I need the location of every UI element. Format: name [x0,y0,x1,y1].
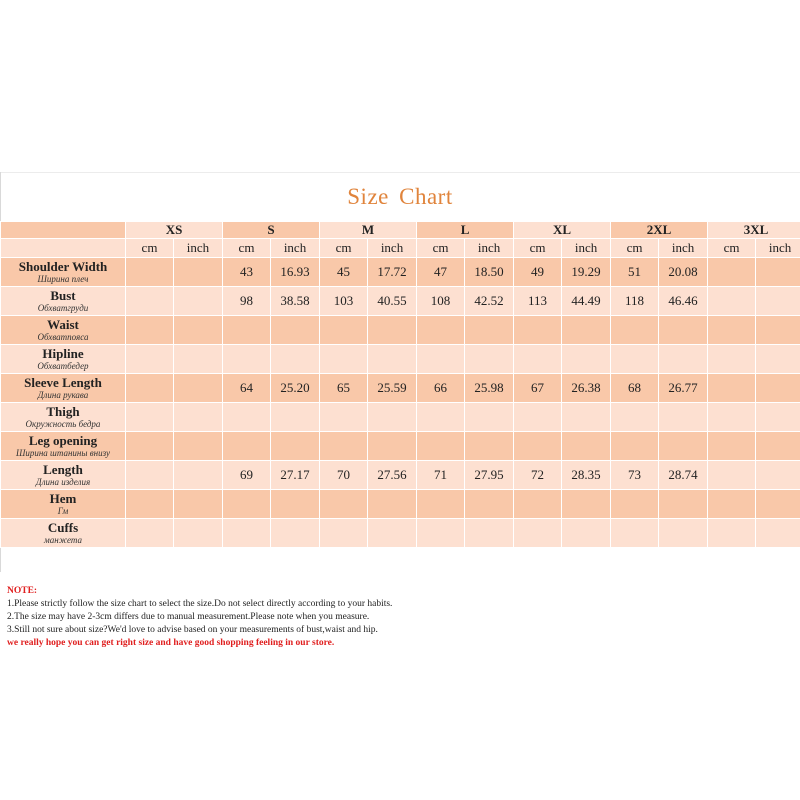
row-label-en: Thigh [46,403,80,419]
value-cell [126,461,174,490]
value-cell: 20.08 [659,258,708,287]
value-cell [368,316,417,345]
value-cell [368,432,417,461]
value-cell [223,345,271,374]
unit-s-inch: inch [271,239,320,258]
value-cell [271,345,320,374]
value-cell [320,490,368,519]
unit-s-cm: cm [223,239,271,258]
value-cell: 46.46 [659,287,708,316]
size-header-s: S [223,222,320,239]
value-cell [514,316,562,345]
value-cell [756,519,800,548]
value-cell: 103 [320,287,368,316]
unit-l-inch: inch [465,239,514,258]
row-label-ru: Длина изделия [35,476,91,487]
value-cell [611,345,659,374]
value-cell: 28.35 [562,461,611,490]
unit-corner-cell [1,239,126,258]
value-cell [465,345,514,374]
value-cell: 47 [417,258,465,287]
value-cell [126,287,174,316]
value-cell [465,432,514,461]
value-cell [611,432,659,461]
value-cell [562,345,611,374]
value-cell [708,432,756,461]
value-cell [708,490,756,519]
unit-2xl-cm: cm [611,239,659,258]
value-cell: 27.56 [368,461,417,490]
row-label-ru: Обхватгруди [37,302,89,313]
unit-xl-inch: inch [562,239,611,258]
unit-xl-cm: cm [514,239,562,258]
row-label [1,287,126,316]
table-row [1,490,800,519]
unit-3xl-cm: cm [708,239,756,258]
value-cell [368,490,417,519]
value-cell [174,258,223,287]
unit-xs-inch: inch [174,239,223,258]
value-cell: 64 [223,374,271,403]
unit-2xl-inch: inch [659,239,708,258]
unit-header-row [1,239,800,258]
value-cell: 28.74 [659,461,708,490]
value-cell: 25.20 [271,374,320,403]
value-cell [465,490,514,519]
value-cell [174,403,223,432]
row-label-ru: Ширина штанины внизу [15,447,111,458]
notes-section [7,585,797,650]
value-cell: 38.58 [271,287,320,316]
row-label-en: Shoulder Width [18,258,108,274]
value-cell: 73 [611,461,659,490]
value-cell [368,519,417,548]
value-cell [126,432,174,461]
value-cell: 19.29 [562,258,611,287]
value-cell [514,519,562,548]
value-cell [562,490,611,519]
value-cell [514,345,562,374]
value-cell [320,403,368,432]
chart-title: Size Chart [347,184,453,209]
value-cell: 18.50 [465,258,514,287]
top-divider [0,172,800,173]
row-label [1,258,126,287]
table-row [1,432,800,461]
row-label-ru: Окружность бедра [25,418,101,429]
table-row [1,519,800,548]
note-line-3: 3.Still not sure about size?We'd love to advise based on your measurements of bust,waist and hip. [7,625,378,635]
value-cell: 118 [611,287,659,316]
value-cell: 69 [223,461,271,490]
value-cell: 25.59 [368,374,417,403]
value-cell [174,316,223,345]
value-cell: 72 [514,461,562,490]
value-cell [756,432,800,461]
value-cell: 68 [611,374,659,403]
value-cell [271,403,320,432]
value-cell: 65 [320,374,368,403]
row-label-en: Length [43,461,83,477]
row-label-ru: Гм [57,505,69,516]
value-cell [126,374,174,403]
table-row [1,287,800,316]
row-label-ru: манжета [44,534,82,545]
value-cell [708,287,756,316]
corner-cell [1,222,126,239]
value-cell [417,345,465,374]
value-cell [514,490,562,519]
note-title: NOTE: [7,586,38,596]
value-cell [611,519,659,548]
row-label [1,461,126,490]
unit-xs-cm: cm [126,239,174,258]
value-cell: 44.49 [562,287,611,316]
value-cell [368,403,417,432]
unit-3xl-inch: inch [756,239,800,258]
value-cell [174,519,223,548]
value-cell [562,432,611,461]
value-cell [659,316,708,345]
value-cell [465,403,514,432]
size-header-3xl: 3XL [708,222,800,239]
value-cell [659,490,708,519]
size-header-xs: XS [126,222,223,239]
row-label-en: Waist [47,316,79,332]
value-cell [708,258,756,287]
value-cell [708,374,756,403]
value-cell [465,519,514,548]
value-cell [174,432,223,461]
value-cell [756,461,800,490]
row-label-en: Sleeve Length [24,374,102,390]
value-cell: 67 [514,374,562,403]
value-cell [417,490,465,519]
value-cell [320,345,368,374]
table-row [1,461,800,490]
table-row [1,258,800,287]
value-cell: 45 [320,258,368,287]
value-cell [320,316,368,345]
value-cell: 51 [611,258,659,287]
value-cell [223,432,271,461]
size-table [0,221,800,548]
value-cell [417,316,465,345]
row-label [1,490,126,519]
row-label-en: Cuffs [47,519,79,535]
value-cell: 26.38 [562,374,611,403]
value-cell [562,519,611,548]
value-cell [174,287,223,316]
row-label-ru: Длина рукава [37,389,89,400]
value-cell [659,345,708,374]
value-cell [174,345,223,374]
value-cell [659,519,708,548]
table-row [1,374,800,403]
table-row [1,403,800,432]
note-line-2: 2.The size may have 2-3cm differs due to manual measurement.Please note when you measure. [7,612,370,622]
value-cell [756,374,800,403]
value-cell [514,403,562,432]
value-cell: 16.93 [271,258,320,287]
value-cell [223,403,271,432]
value-cell [708,345,756,374]
size-header-2xl: 2XL [611,222,708,239]
unit-l-cm: cm [417,239,465,258]
value-cell: 42.52 [465,287,514,316]
table-row [1,316,800,345]
value-cell: 98 [223,287,271,316]
row-label [1,374,126,403]
value-cell: 26.77 [659,374,708,403]
table-row [1,345,800,374]
row-label-en: Bust [50,287,76,303]
value-cell [708,519,756,548]
value-cell: 71 [417,461,465,490]
value-cell [126,403,174,432]
value-cell [659,432,708,461]
note-line-1: 1.Please strictly follow the size chart to select the size.Do not select directly according to your habits. [7,599,393,609]
value-cell [126,316,174,345]
value-cell [756,316,800,345]
value-cell [223,519,271,548]
value-cell: 113 [514,287,562,316]
value-cell [271,519,320,548]
value-cell [126,490,174,519]
row-label-ru: Ширина плеч [37,273,89,284]
value-cell [126,345,174,374]
value-cell [223,490,271,519]
value-cell [465,316,514,345]
value-cell: 27.17 [271,461,320,490]
value-cell: 49 [514,258,562,287]
value-cell: 27.95 [465,461,514,490]
unit-m-inch: inch [368,239,417,258]
value-cell: 40.55 [368,287,417,316]
value-cell: 108 [417,287,465,316]
row-label [1,345,126,374]
value-cell [659,403,708,432]
row-label-ru: Обхватбедер [37,360,89,371]
unit-m-cm: cm [320,239,368,258]
row-label [1,432,126,461]
size-header-l: L [417,222,514,239]
value-cell [708,403,756,432]
value-cell [611,316,659,345]
value-cell [320,432,368,461]
value-cell [271,432,320,461]
value-cell [223,316,271,345]
value-cell: 25.98 [465,374,514,403]
value-cell: 17.72 [368,258,417,287]
size-header-xl: XL [514,222,611,239]
row-label [1,403,126,432]
value-cell [611,403,659,432]
value-cell [417,432,465,461]
value-cell [708,461,756,490]
value-cell [562,403,611,432]
value-cell [417,519,465,548]
row-label-en: Leg opening [28,432,98,448]
note-closing: we really hope you can get right size and have good shopping feeling in our store. [7,638,335,648]
value-cell [368,345,417,374]
row-label-ru: Обхватпояса [37,331,89,342]
value-cell [174,374,223,403]
value-cell [756,403,800,432]
value-cell [271,490,320,519]
value-cell [126,258,174,287]
value-cell [514,432,562,461]
value-cell [756,490,800,519]
value-cell [126,519,174,548]
value-cell [562,316,611,345]
value-cell [174,461,223,490]
row-label [1,316,126,345]
value-cell [174,490,223,519]
value-cell [320,519,368,548]
row-label [1,519,126,548]
value-cell: 70 [320,461,368,490]
row-label-en: Hipline [42,345,84,361]
value-cell [271,316,320,345]
value-cell [417,403,465,432]
size-header-row [1,222,800,239]
size-header-m: M [320,222,417,239]
value-cell [756,345,800,374]
value-cell [756,258,800,287]
value-cell [708,316,756,345]
value-cell [756,287,800,316]
value-cell: 43 [223,258,271,287]
value-cell [611,490,659,519]
value-cell: 66 [417,374,465,403]
row-label-en: Hem [49,490,77,506]
